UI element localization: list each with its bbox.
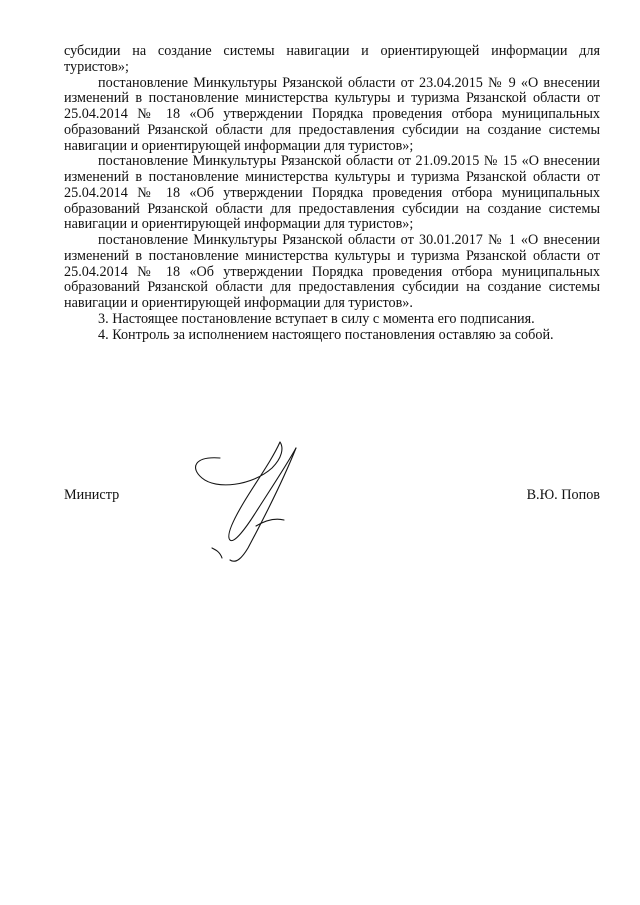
paragraph-continuation: субсидии на создание системы навигации и ориентирующей информации для туристов»; bbox=[64, 43, 600, 75]
paragraph-resolution-2015-09: постановление Минкультуры Рязанской области от 21.09.2015 № 15 «О внесении изменений в постановление министерства культуры и туризма Рязанской области от 25.04.2014 № 18 «Об утверждении Порядка проведения отбора муниципальных образований Рязанской области для предоставления субсидии на создание системы навигации и ориентирующей информации для туристов»; bbox=[64, 153, 600, 233]
paragraph-resolution-2015-04: постановление Минкультуры Рязанской области от 23.04.2015 № 9 «О внесении изменений в постановление министерства культуры и туризма Рязанской области от 25.04.2014 № 18 «Об утверждении Порядка проведения отбора муниципальных образований Рязанской области для предоставления субсидии на создание системы навигации и ориентирующей информации для туристов»; bbox=[64, 74, 600, 154]
signer-name: В.Ю. Попов bbox=[526, 487, 600, 503]
handwritten-signature bbox=[172, 408, 332, 568]
signature-block bbox=[64, 487, 600, 507]
document-body bbox=[64, 44, 600, 343]
paragraph-item-3: 3. Настоящее постановление вступает в силу с момента его подписания. bbox=[98, 310, 535, 327]
signature-stroke-loop bbox=[196, 442, 296, 541]
signature-stroke-hook bbox=[212, 548, 222, 558]
paragraph-resolution-2017-01: постановление Минкультуры Рязанской области от 30.01.2017 № 1 «О внесении изменений в постановление министерства культуры и туризма Рязанской области от 25.04.2014 № 18 «Об утверждении Порядка проведения отбора муниципальных образований Рязанской области для предоставления субсидии на создание системы навигации и ориентирующей информации для туристов». bbox=[64, 232, 600, 311]
signer-title: Министр bbox=[64, 487, 120, 503]
paragraph-item-4: 4. Контроль за исполнением настоящего постановления оставляю за собой. bbox=[98, 326, 554, 343]
